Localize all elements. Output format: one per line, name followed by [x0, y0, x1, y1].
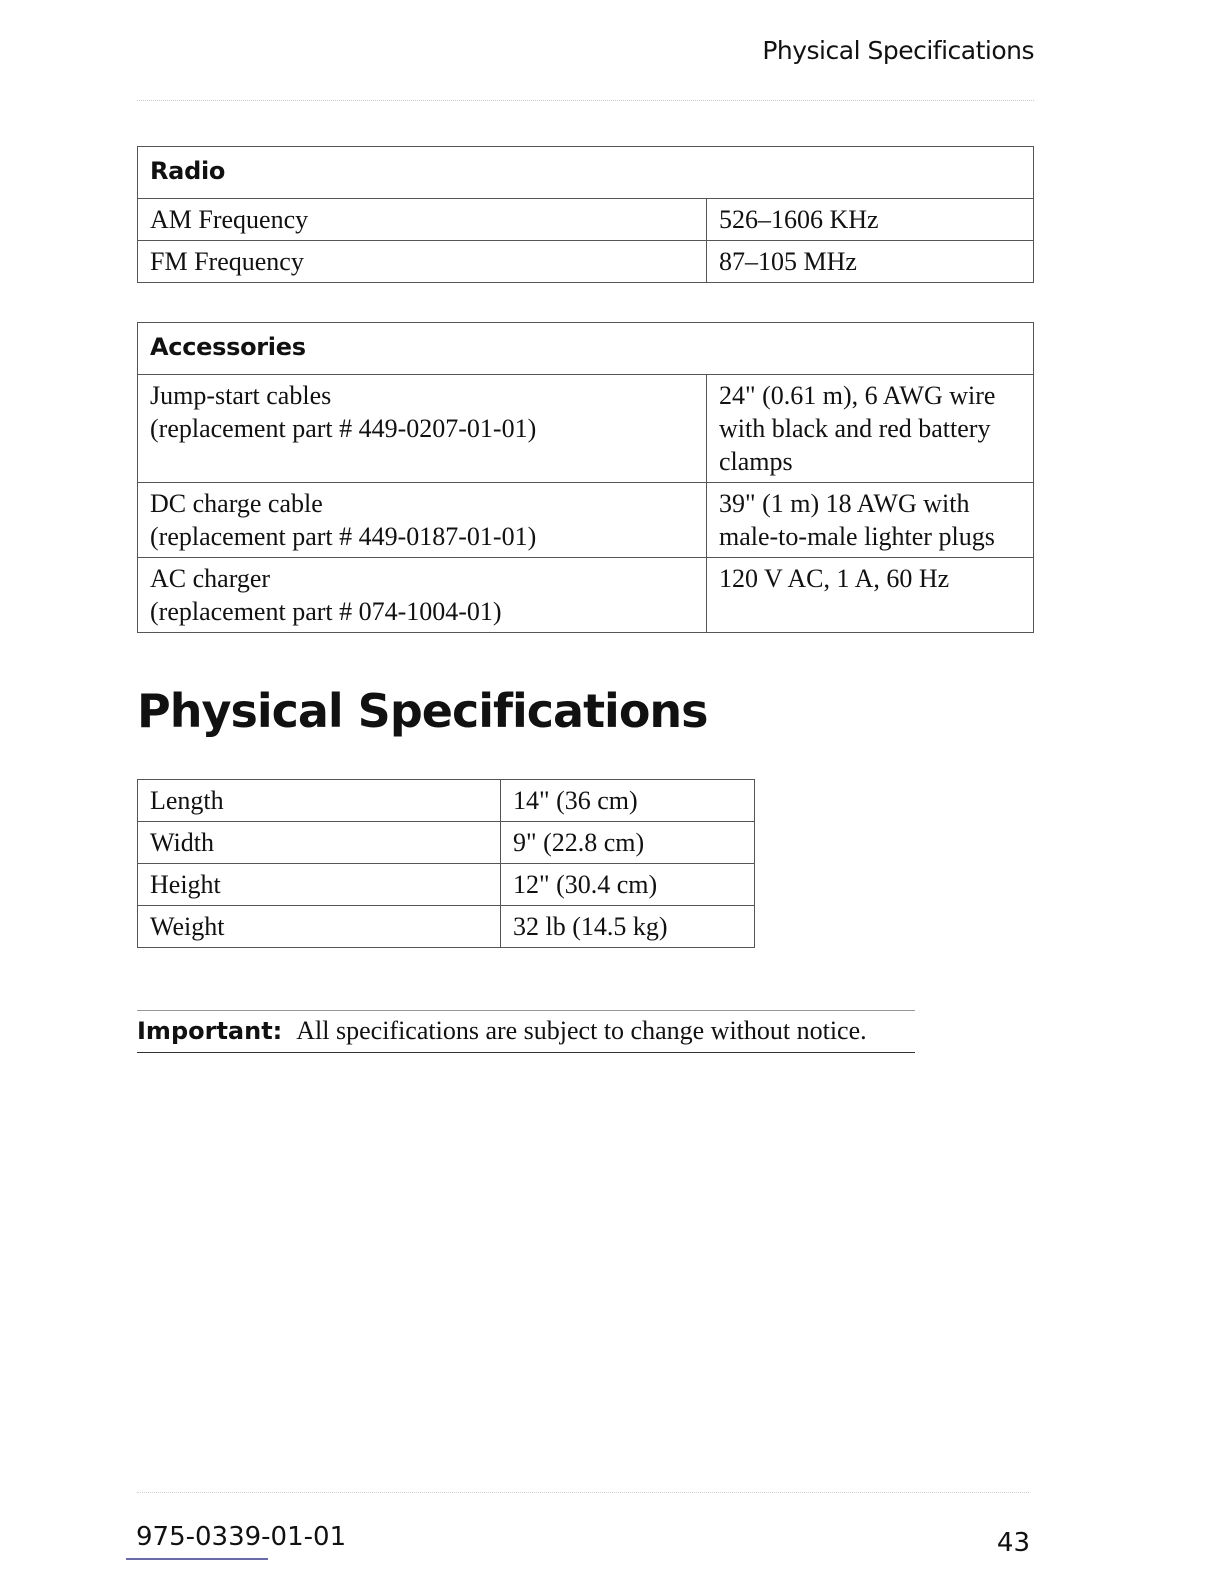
- am-frequency-value: 526–1606 KHz: [707, 199, 1034, 241]
- accessories-table-title: Accessories: [138, 323, 1034, 375]
- table-row: [138, 199, 1034, 241]
- height-value: 12" (30.4 cm): [501, 864, 755, 906]
- height-label: Height: [138, 864, 501, 906]
- table-row: [138, 864, 755, 906]
- fm-frequency-value: 87–105 MHz: [707, 241, 1034, 283]
- radio-table: [137, 146, 1034, 283]
- weight-value: 32 lb (14.5 kg): [501, 906, 755, 948]
- table-row: [138, 483, 1034, 558]
- fm-frequency-label: FM Frequency: [138, 241, 707, 283]
- physical-specifications-heading: Physical Specifications: [137, 684, 708, 738]
- document-number: 975-0339-01-01: [136, 1522, 347, 1552]
- table-row: [138, 822, 755, 864]
- ac-charger-label: AC charger (replacement part # 074-1004-01): [138, 558, 707, 633]
- radio-table-title: Radio: [138, 147, 1034, 199]
- width-label: Width: [138, 822, 501, 864]
- dc-charge-cable-label: DC charge cable (replacement part # 449-0187-01-01): [138, 483, 707, 558]
- footer-rule: [137, 1492, 1029, 1493]
- note-top-rule: [137, 1010, 915, 1011]
- table-row: [138, 241, 1034, 283]
- accessories-table: [137, 322, 1034, 633]
- running-header: Physical Specifications: [762, 36, 1034, 65]
- weight-label: Weight: [138, 906, 501, 948]
- table-row: [138, 375, 1034, 483]
- important-label: Important:: [137, 1017, 283, 1045]
- document-number-underline: [126, 1558, 268, 1560]
- page-number: 43: [996, 1528, 1030, 1558]
- physical-specifications-table: [137, 779, 755, 948]
- length-value: 14" (36 cm): [501, 780, 755, 822]
- table-row: [138, 558, 1034, 633]
- jump-start-cables-label: Jump-start cables (replacement part # 449-0207-01-01): [138, 375, 707, 483]
- header-rule: [137, 100, 1034, 101]
- dc-charge-cable-value: 39" (1 m) 18 AWG with male-to-male lighter plugs: [707, 483, 1034, 558]
- length-label: Length: [138, 780, 501, 822]
- table-row: [138, 906, 755, 948]
- jump-start-cables-value: 24" (0.61 m), 6 AWG wire with black and red battery clamps: [707, 375, 1034, 483]
- important-text: All specifications are subject to change without notice.: [296, 1016, 867, 1045]
- ac-charger-value: 120 V AC, 1 A, 60 Hz: [707, 558, 1034, 633]
- table-row: [138, 780, 755, 822]
- important-note: [137, 1016, 915, 1053]
- am-frequency-label: AM Frequency: [138, 199, 707, 241]
- width-value: 9" (22.8 cm): [501, 822, 755, 864]
